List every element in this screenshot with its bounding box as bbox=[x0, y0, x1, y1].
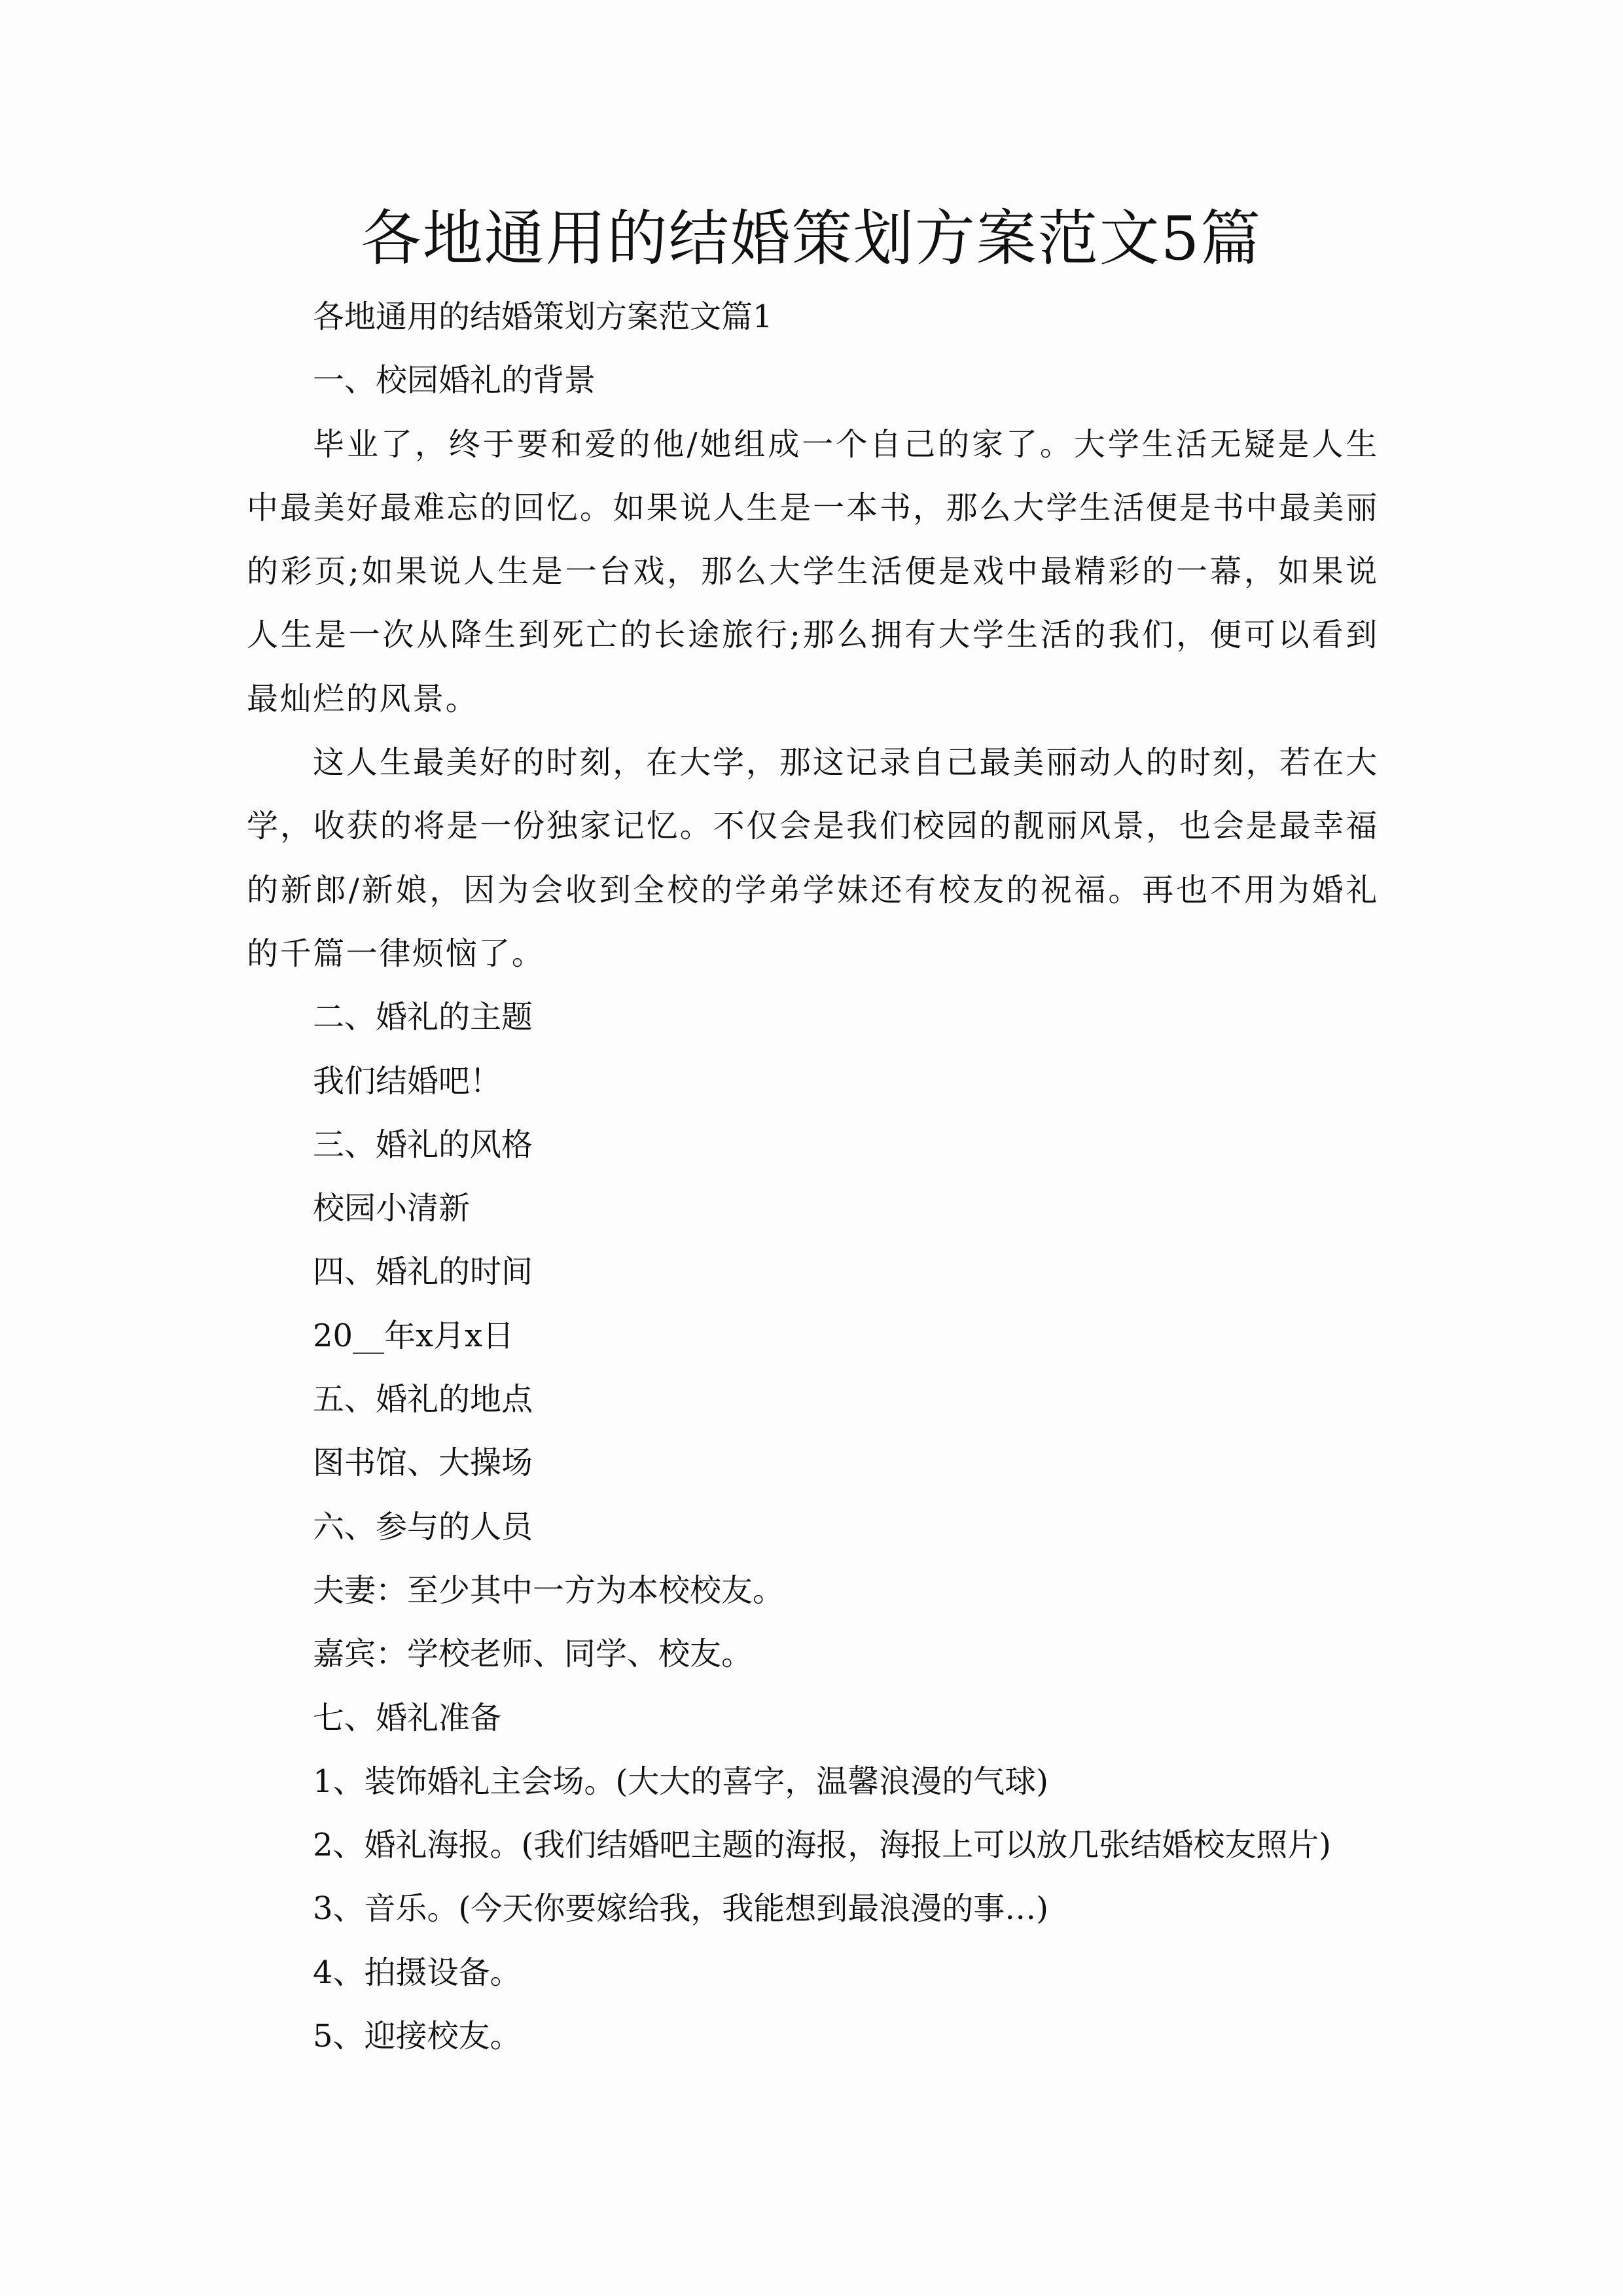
theme-content: 我们结婚吧！ bbox=[313, 1062, 502, 1100]
background-paragraph-1: 毕业了，终于要和爱的他/她组成一个自己的家了。大学生活无疑是人生中最美好最难忘的回忆。如果说人生是一本书，那么大学生活便是书中最美丽的彩页;如果说人生是一台戏，那么大学生活便是戏中最精彩的一幕，如果说人生是一次从降生到死亡的长途旅行;那么拥有大学生活的我们，便可以看到最灿烂的风景。 bbox=[247, 425, 1379, 717]
background-paragraph-2: 这人生最美好的时刻，在大学，那这记录自己最美丽动人的时刻，若在大学，收获的将是一份独家记忆。不仅会是我们校园的靓丽风景，也会是最幸福的新郎/新娘，因为会收到全校的学弟学妹还有校友的祝福。再也不用为婚礼的千篇一律烦恼了。 bbox=[247, 744, 1379, 972]
preparation-item: 4、拍摄设备。 bbox=[313, 1954, 522, 1991]
location-content: 图书馆、大操场 bbox=[313, 1444, 533, 1482]
preparation-item: 3、音乐。(今天你要嫁给我，我能想到最浪漫的事…) bbox=[313, 1890, 1048, 1928]
section-heading-style: 三、婚礼的风格 bbox=[313, 1126, 533, 1163]
document-body bbox=[247, 285, 1379, 2068]
section-heading-preparation: 七、婚礼准备 bbox=[313, 1699, 502, 1736]
section-heading-theme: 二、婚礼的主题 bbox=[313, 999, 533, 1036]
document-title: 各地通用的结婚策划方案范文5篇 bbox=[361, 204, 1262, 274]
preparation-item: 2、婚礼海报。(我们结婚吧主题的海报，海报上可以放几张结婚校友照片) bbox=[313, 1827, 1331, 1864]
time-content: 20__年x月x日 bbox=[313, 1317, 514, 1354]
participants-guests: 嘉宾：学校老师、同学、校友。 bbox=[313, 1636, 753, 1673]
participants-couple: 夫妻：至少其中一方为本校校友。 bbox=[313, 1571, 785, 1609]
section-heading-participants: 六、参与的人员 bbox=[313, 1508, 533, 1545]
style-content: 校园小清新 bbox=[313, 1190, 471, 1227]
preparation-item: 5、迎接校友。 bbox=[313, 2018, 522, 2055]
article-subtitle: 各地通用的结婚策划方案范文篇1 bbox=[313, 298, 773, 335]
preparation-item: 1、装饰婚礼主会场。(大大的喜字，温馨浪漫的气球) bbox=[313, 1763, 1048, 1800]
section-heading-location: 五、婚礼的地点 bbox=[313, 1381, 533, 1418]
section-heading-background: 一、校园婚礼的背景 bbox=[313, 362, 596, 399]
section-heading-time: 四、婚礼的时间 bbox=[313, 1253, 533, 1291]
